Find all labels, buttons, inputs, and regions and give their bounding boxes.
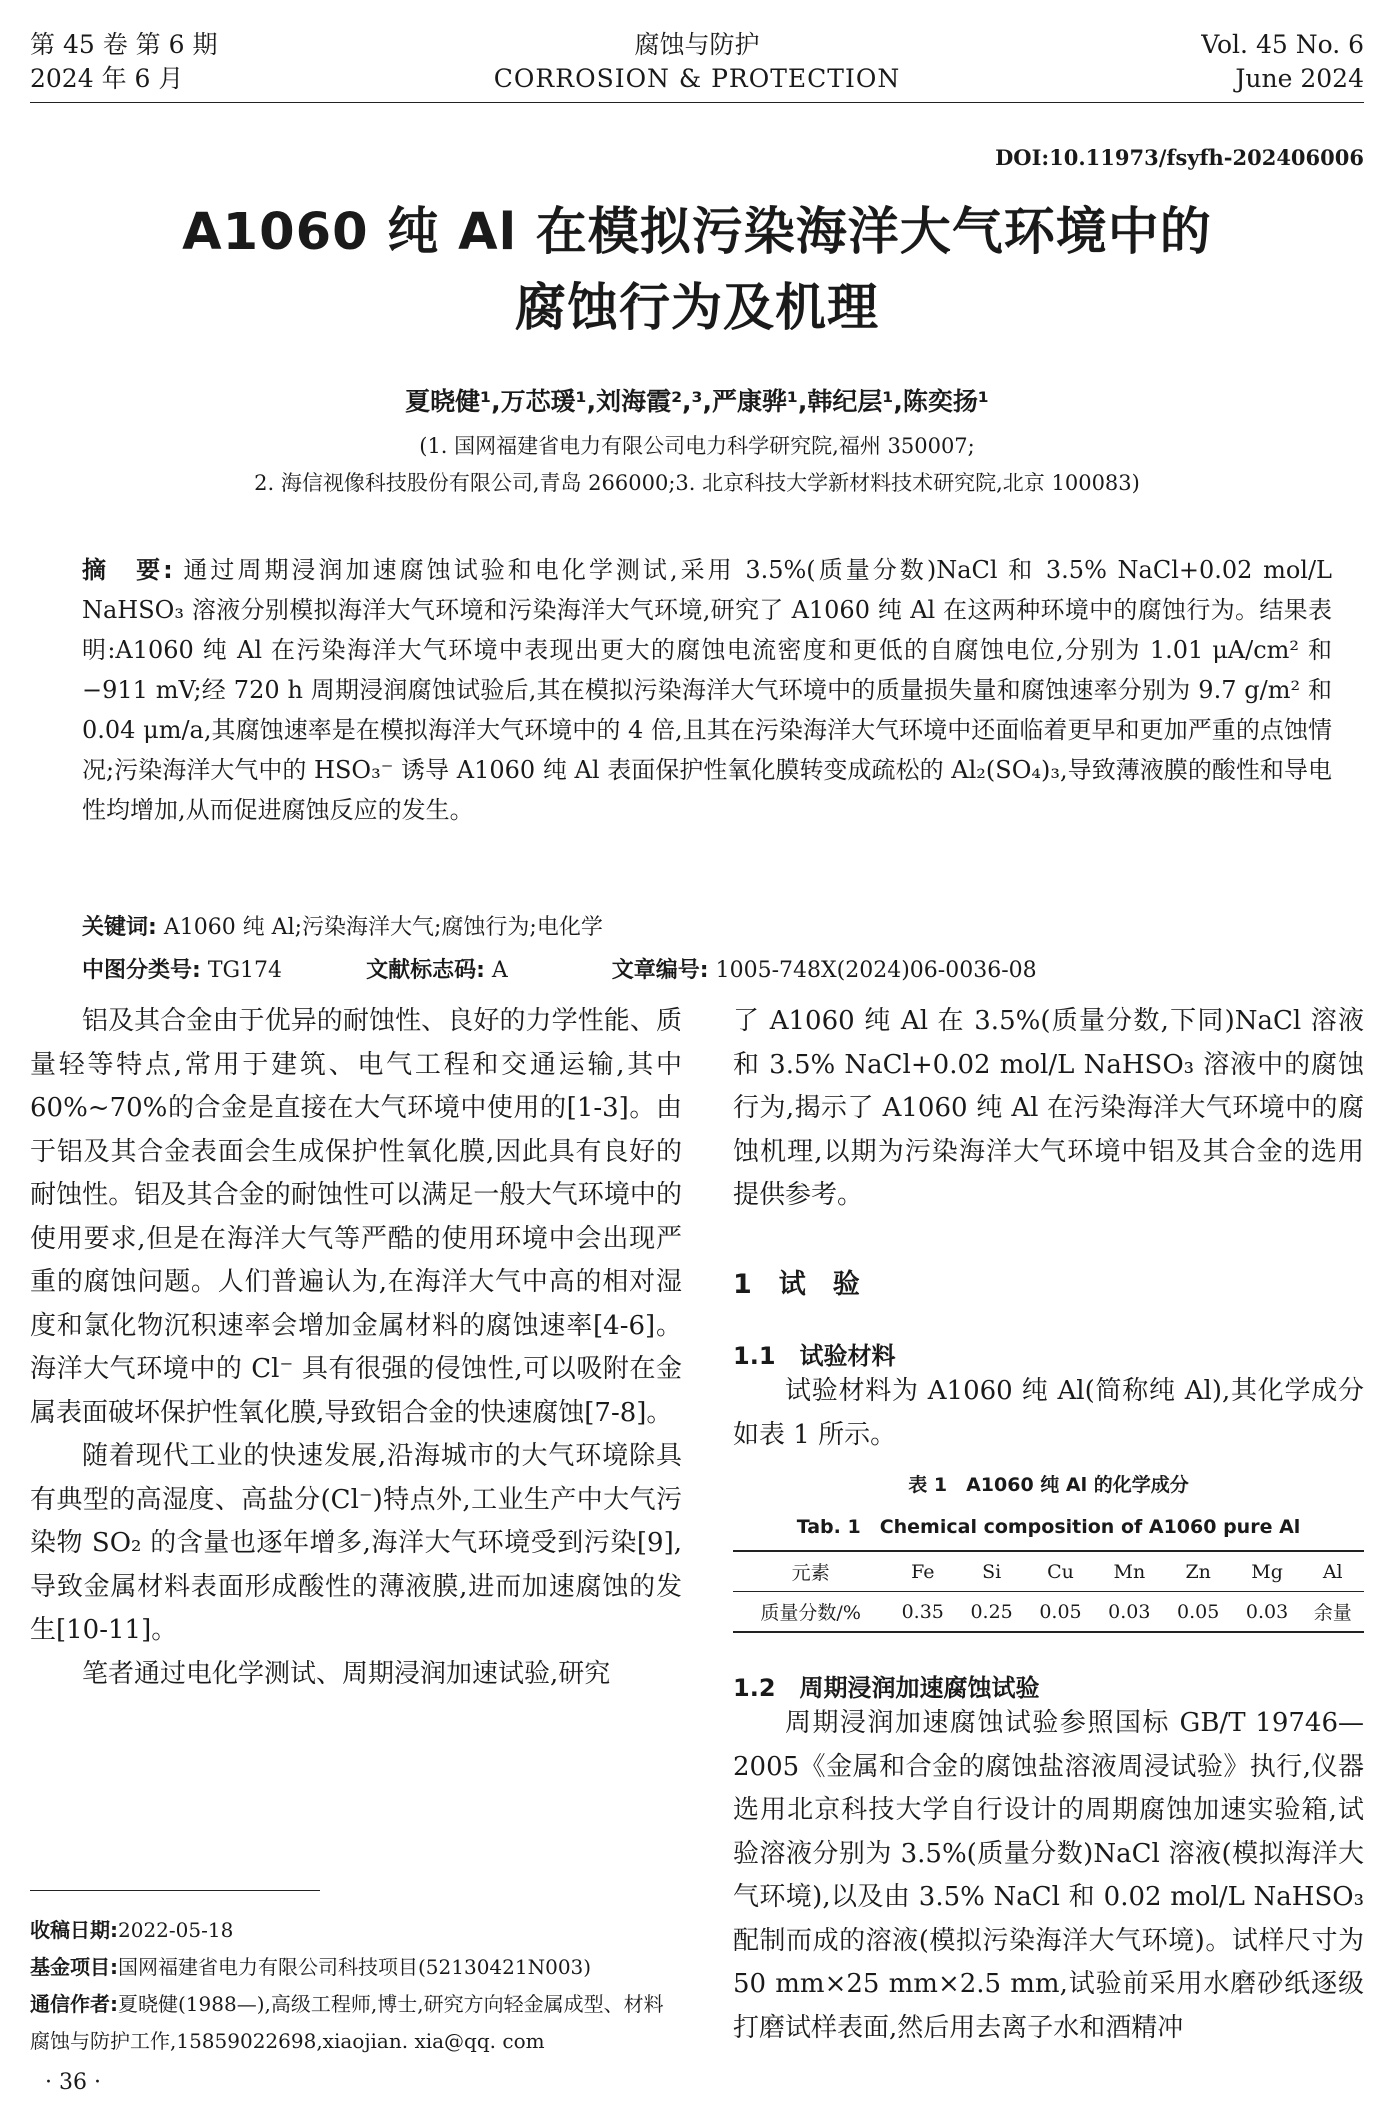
abstract-text: 通过周期浸润加速腐蚀试验和电化学测试,采用 3.5%(质量分数)NaCl 和 3.5% NaCl+0.02 mol/L NaHSO₃ 溶液分别模拟海洋大气环境和污染海洋大气环境,研究了 A1060 纯 Al 在这两种环境中的腐蚀行为。结果表明:A1060 纯 Al 在污染海洋大气环境中表现出更大的腐蚀电流密度和更低的自腐蚀电位,分别为 1.01 μA/cm² 和 −911 mV;经 720 h 周期浸润腐蚀试验后,其在模拟污染海洋大气环境中的质量损失量和腐蚀速率分别为 9.7 g/m² 和 0.04 μm/a,其腐蚀速率是在模拟海洋大气环境中的 4 倍,且其在污染海洋大气环境中还面临着更早和更加严重的点蚀情况;污染海洋大气中的 HSO₃⁻ 诱导 A1060 纯 Al 表面保护性氧化膜转变成疏松的 Al₂(SO₄)₃,导致薄液膜的酸性和导电性均增加,从而促进腐蚀反应的发生。 (82, 556, 1332, 824)
table-cell: 余量 (1313, 1602, 1352, 1624)
doc-code-value: A (491, 958, 508, 983)
fund-label: 基金项目: (30, 1955, 118, 1979)
body-paragraph: 随着现代工业的快速发展,沿海城市的大气环境除具有典型的高湿度、高盐分(Cl⁻)特点外,工业生产中大气污染物 SO₂ 的含量也逐年增多,海洋大气环境受到污染[9],导致金属材料表面形成酸性的薄液膜,进而加速腐蚀的发生[10-11]。 (30, 1441, 682, 1645)
subsection-heading-1-2: 1.2 周期浸润加速腐蚀试验 (733, 1674, 1040, 1702)
doc-code-label: 文献标志码: (366, 958, 485, 983)
journal-name-cn: 腐蚀与防护 (634, 30, 760, 59)
table-cell: 0.03 (1245, 1600, 1289, 1623)
table-header-cell: Zn (1185, 1560, 1211, 1583)
journal-name (0, 28, 1394, 96)
subsection-1-2-text (733, 1702, 1364, 2050)
abstract (82, 550, 1332, 830)
affiliations (0, 428, 1394, 502)
subsection-heading-1-1: 1.1 试验材料 (733, 1342, 896, 1370)
body-right-intro (733, 1000, 1364, 1218)
table-header-cell: Cu (1047, 1560, 1074, 1583)
body-paragraph: 了 A1060 纯 Al 在 3.5%(质量分数,下同)NaCl 溶液和 3.5% NaCl+0.02 mol/L NaHSO₃ 溶液中的腐蚀行为,揭示了 A1060 纯 Al 在污染海洋大气环境中的腐蚀机理,以期为污染海洋大气环境中铝及其合金的选用提供参考。 (733, 1006, 1364, 1210)
table-header-row (733, 1551, 1364, 1592)
keywords-label: 关键词: (82, 915, 157, 940)
table-row (733, 1592, 1364, 1633)
table-caption-en: Tab. 1 Chemical composition of A1060 pure Al (796, 1516, 1301, 1538)
title-line-1: A1060 纯 Al 在模拟污染海洋大气环境中的 (182, 203, 1212, 262)
table-cell: 0.25 (970, 1600, 1013, 1623)
date-en-text: June 2024 (1235, 64, 1364, 93)
footnotes (30, 1912, 682, 2060)
table-header-cell: Mn (1113, 1560, 1146, 1583)
body-paragraph: 周期浸润加速腐蚀试验参照国标 GB/T 19746—2005《金属和合金的腐蚀盐溶液周浸试验》执行,仪器选用北京科技大学自行设计的周期腐蚀加速实验箱,试验溶液分别为 3.5%(质量分数)NaCl 溶液(模拟海洋大气环境),以及由 3.5% NaCl 和 0.02 mol/L NaHSO₃ 配制而成的溶液(模拟污染海洋大气环境)。试样尺寸为 50 mm×25 mm×2.5 mm,试验前采用水磨砂纸逐级打磨试样表面,然后用去离子水和酒精冲 (733, 1708, 1364, 2043)
received-value: 2022-05-18 (118, 1918, 234, 1942)
body-paragraph: 试验材料为 A1060 纯 Al(简称纯 Al),其化学成分如表 1 所示。 (733, 1376, 1364, 1450)
table-cell: 质量分数/% (760, 1602, 861, 1624)
authors: 夏晓健¹,万芯瑗¹,刘海霞²,³,严康骅¹,韩纪层¹,陈奕扬¹ (405, 387, 989, 416)
clc-value: TG174 (207, 958, 283, 983)
corr-value: 夏晓健(1988—),高级工程师,博士,研究方向轻金属成型、材料腐蚀与防护工作,15859022698,xiaojian. xia@qq. com (30, 1992, 664, 2053)
table-header-cell: 元素 (791, 1562, 830, 1584)
section-heading-1: 1 试 验 (733, 1269, 860, 1300)
affiliation-line-1: (1. 国网福建省电力有限公司电力科学研究院,福州 350007; (419, 434, 975, 458)
received-date (30, 1912, 682, 1949)
volume-en-text: Vol. 45 No. 6 (1201, 30, 1364, 59)
corr-label: 通信作者: (30, 1992, 118, 2016)
article-no-label: 文章编号: (611, 958, 709, 983)
journal-volume-en (1201, 28, 1364, 96)
clc-label: 中图分类号: (82, 958, 201, 983)
footnote-rule (30, 1890, 320, 1891)
table-header-cell: Si (982, 1560, 1002, 1583)
fund-value: 国网福建省电力有限公司科技项目(52130421N003) (118, 1955, 592, 1979)
composition-table-grid (733, 1550, 1364, 1633)
classification-line (82, 953, 1332, 984)
table-header-cell: Al (1322, 1560, 1343, 1583)
composition-table (733, 1550, 1364, 1633)
body-paragraph: 铝及其合金由于优异的耐蚀性、良好的力学性能、质量轻等特点,常用于建筑、电气工程和交通运输,其中 60%~70%的合金是直接在大气环境中使用的[1-3]。由于铝及其合金表面会生成保护性氧化膜,因此具有良好的耐蚀性。铝及其合金的耐蚀性可以满足一般大气环境中的使用要求,但是在海洋大气等严酷的使用环境中会出现严重的腐蚀问题。人们普遍认为,在海洋大气中高的相对湿度和氯化物沉积速率会增加金属材料的腐蚀速率[4-6]。海洋大气环境中的 Cl⁻ 具有很强的侵蚀性,可以吸附在金属表面破坏保护性氧化膜,导致铝合金的快速腐蚀[7-8]。 (30, 1006, 682, 1428)
issue-date-text: 2024 年 6 月 (30, 64, 184, 93)
table-cell: 0.05 (1177, 1600, 1220, 1623)
table-cell: 0.05 (1039, 1600, 1082, 1623)
header-rule (30, 102, 1364, 103)
table-cell: 0.03 (1108, 1600, 1151, 1623)
keywords-text: A1060 纯 Al;污染海洋大气;腐蚀行为;电化学 (163, 915, 603, 940)
table-cell: 0.35 (901, 1600, 944, 1623)
fund-info (30, 1949, 682, 1986)
keywords (82, 910, 603, 941)
table-header-cell: Mg (1251, 1560, 1283, 1583)
journal-name-en: CORROSION & PROTECTION (493, 64, 901, 93)
abstract-label: 摘 要: (82, 556, 173, 584)
doi[interactable]: DOI:10.11973/fsyfh-202406006 (995, 145, 1364, 170)
body-paragraph: 笔者通过电化学测试、周期浸润加速试验,研究 (82, 1658, 611, 1689)
affiliation-line-2: 2. 海信视像科技股份有限公司,青岛 266000;3. 北京科技大学新材料技术研究院,北京 100083) (254, 471, 1140, 495)
table-header-cell: Fe (911, 1560, 935, 1583)
title-line-2: 腐蚀行为及机理 (514, 279, 879, 338)
subsection-1-1-text (733, 1370, 1364, 1457)
article-no-value: 1005-748X(2024)06-0036-08 (715, 958, 1037, 983)
article-title (0, 195, 1394, 347)
volume-issue-text: 第 45 卷 第 6 期 (30, 30, 218, 59)
body-left-column (30, 1000, 682, 1696)
received-label: 收稿日期: (30, 1918, 118, 1942)
corresponding-author (30, 1986, 682, 2060)
table-caption-cn: 表 1 A1060 纯 Al 的化学成分 (908, 1474, 1189, 1496)
page-number: · 36 · (45, 2070, 101, 2095)
